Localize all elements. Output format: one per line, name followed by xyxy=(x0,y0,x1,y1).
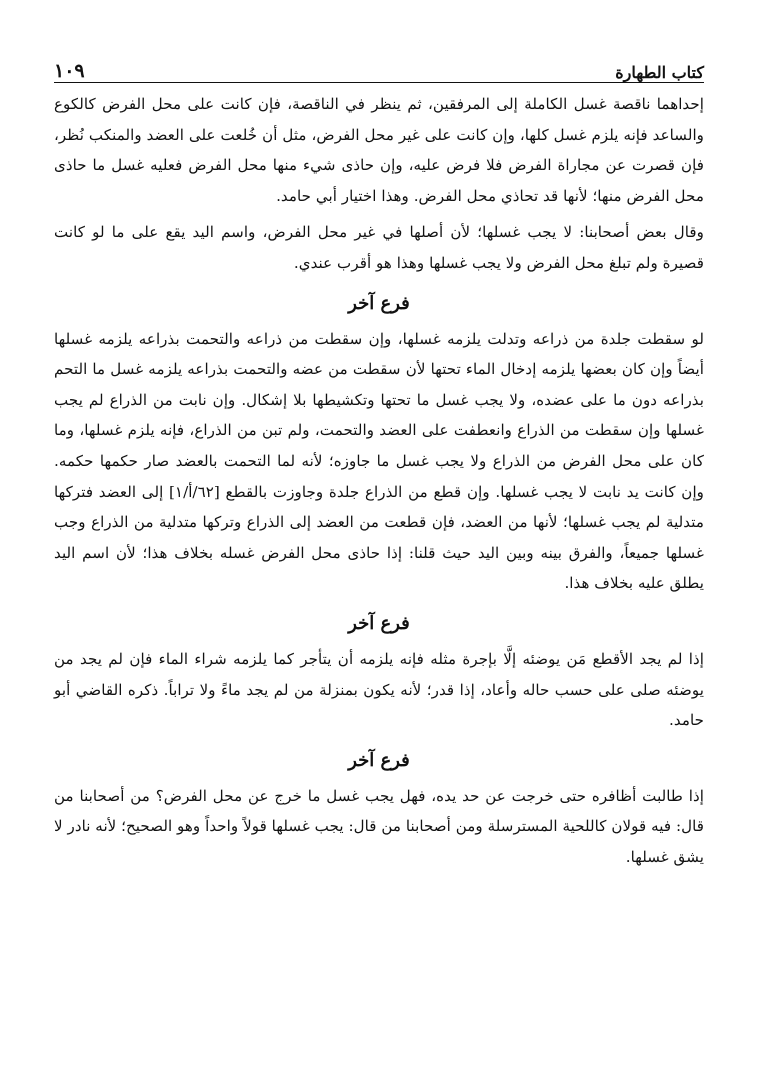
chapter-title: كتاب الطهارة xyxy=(615,63,704,82)
paragraph: لو سقطت جلدة من ذراعه وتدلت يلزمه غسلها، وإن سقطت من ذراعه والتحمت بذراعه يلزمه غسلها أيضاً وإن كان بعضها يلزمه إدخال الماء تحتها لأن سقطت من عضه والتحمت بذراعه يلزمه غسل ما التحم بذراعه دون ما على عضده، ولا يجب غسل ما تحتها وتكشيطها بلا إشكال. وإن نابت من الذراع لم يجب غسلها وإن سقطت من الذراع وانعطفت على العضد والتحمت، ولم تبن من الذراع، فإنه يلزم غسلها، وما كان على محل الفرض من الذراع ولا يجب غسل ما جاوزه؛ لأنه لما التحمت بالعضد صار حكمها حكمه. وإن كانت يد نابت لا يجب غسلها. وإن قطع من الذراع جلدة وجاوزت بالقطع [٦٢/أ/١] إلى العضد فتركها متدلية لم يجب غسلها؛ لأنها من العضد، فإن قطعت من العضد إلى الذراع وتركها متدلية من الذراع وجب غسلها جميعاً، والفرق بينه وبين اليد حيث قلنا: إذا حاذى محل الفرض غسله بخلاف هذا؛ لأن اسم اليد يطلق عليه بخلاف هذا. xyxy=(54,329,705,593)
paragraph: إذا لم يجد الأقطع مَن يوضئه إلَّا بإجرة مثله فإنه يلزمه أن يتأجر كما يلزمه شراء الماء فإن لم يجد من يوضئه صلى على حسب حاله وأعاد، إذا قدر؛ لأنه يكون بمنزلة من لم يجد ماءً ولا تراباً. ذكره القاضي أبو حامد. xyxy=(54,649,704,730)
section-heading: فرع آخر xyxy=(348,749,410,771)
section-heading: فرع آخر xyxy=(348,612,410,634)
section-far-akhar-2 xyxy=(54,613,704,736)
section-far-akhar-3 xyxy=(54,750,704,873)
page-number: ١٠٩ xyxy=(54,60,85,82)
paragraph: إذا طالبت أظافره حتى خرجت عن حد يده، فهل يجب غسل ما خرج عن محل الفرض؟ من أصحابنا من قال: فيه قولان كاللحية المسترسلة ومن أصحابنا من قال: يجب غسلها قولاً واحداً وهو الصحيح؛ لأنه نادر لا يشق غسلها. xyxy=(54,786,704,866)
section-far-akhar-1 xyxy=(54,293,704,599)
paragraph: وقال بعض أصحابنا: لا يجب غسلها؛ لأن أصلها في غير محل الفرض، واسم اليد يقع على ما لو كانت قصيرة ولم تبلغ محل الفرض ولا يجب غسلها وهذا هو أقرب عندي. xyxy=(54,223,704,272)
paragraph: إحداهما ناقصة غسل الكاملة إلى المرفقين، ثم ينظر في الناقصة، فإن كانت على محل الفرض كالكوع والساعد فإنه يلزم غسل كلها، وإن كانت على غير محل الفرض، مثل أن خُلعت على العضد والمنكب نُظر، فإن قصرت عن مجاراة الفرض فلا فرض عليه، وإن حاذى شيء منها محل الفرض فعليه غسل ما حاذى محل الفرض منها؛ لأنها قد تحاذي محل الفرض. وهذا اختيار أبي حامد. xyxy=(54,95,704,205)
page-header xyxy=(54,50,704,83)
section-intro xyxy=(54,89,704,279)
section-heading: فرع آخر xyxy=(348,292,410,314)
book-page xyxy=(54,50,704,878)
